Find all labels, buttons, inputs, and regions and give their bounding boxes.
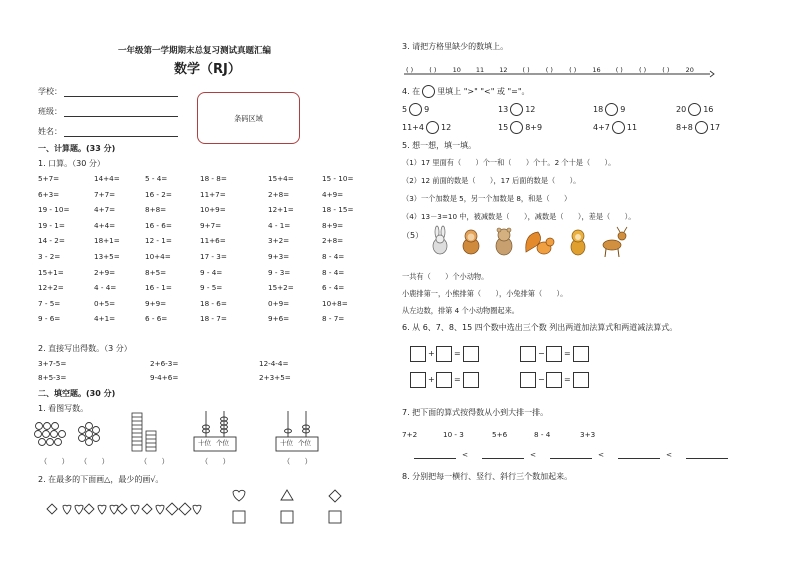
calc-item: 2+9= [94, 267, 116, 277]
compare-right: 16 [703, 105, 714, 114]
abacus-2 [275, 409, 319, 455]
barcode-area [197, 92, 300, 144]
abacus-2-tens-label: 十位 [280, 439, 293, 447]
number-line-label: 10 [452, 66, 461, 74]
section-2-heading: 二、填空题。(30 分) [38, 389, 116, 398]
class-line [64, 116, 178, 117]
compare-circle[interactable] [409, 103, 422, 116]
abacus-1-ones-label: 个位 [216, 439, 229, 447]
section-1-heading: 一、计算题。(33 分) [38, 144, 116, 153]
squirrel-icon [526, 232, 554, 254]
calc-item: 9+6= [268, 314, 290, 324]
number-line-label: ( ) [429, 66, 437, 74]
q8-title: 8. 分别把每一横行、竖行、斜行三个数加起来。 [402, 472, 573, 481]
less-than-sign: < [598, 450, 605, 459]
calc-item: 14 - 2= [38, 236, 65, 246]
number-line-label: ( ) [639, 66, 647, 74]
calc-item: 0+9= [268, 298, 290, 308]
answer-box[interactable] [463, 372, 479, 388]
circle-icon [422, 85, 435, 98]
compare-item [676, 121, 720, 134]
page-subtitle: 数学（RJ） [174, 62, 241, 77]
answer-paren-5[interactable]: （ ） [283, 457, 312, 466]
calc-item: 2+8= [322, 236, 344, 246]
name-label: 姓名： [38, 127, 62, 136]
compare-circle[interactable] [695, 121, 708, 134]
q5-after-line: 小鹿排第一，小熊排第（ ），小兔排第（ ）。 [402, 289, 568, 298]
calc-item: 8+9= [322, 220, 344, 230]
calc-item: 18 - 8= [200, 174, 227, 183]
calc-item: 4 - 1= [268, 220, 291, 230]
number-line-label: ( ) [615, 66, 623, 74]
answer-paren-2[interactable]: （ ） [80, 457, 109, 466]
calc-item: 12+2= [38, 283, 64, 293]
answer-blank[interactable] [550, 458, 592, 459]
q3-title: 1. 看图写数。 [38, 404, 89, 413]
calc-item: 11+6= [200, 236, 226, 246]
number-line-label: ( ) [662, 66, 670, 74]
compare-right: 9 [424, 105, 430, 114]
calc-item: 13+5= [94, 252, 120, 261]
compare-circle[interactable] [688, 103, 701, 116]
calc-item: 15 - 10= [322, 174, 354, 183]
compare-item [676, 103, 713, 116]
calc-item: 16 - 6= [145, 220, 172, 230]
calc-item: 18 - 15= [322, 205, 354, 215]
answer-box[interactable] [546, 346, 562, 362]
operator-sign: + [428, 349, 435, 358]
answer-paren-1[interactable]: （ ） [40, 457, 69, 466]
calc-item: 9+3= [268, 252, 290, 261]
answer-box[interactable] [520, 372, 536, 388]
number-line-label: 11 [475, 66, 485, 74]
answer-box[interactable] [546, 372, 562, 388]
answer-box[interactable] [436, 346, 452, 362]
q4-prefix: 4. 在 [402, 87, 421, 96]
compare-item [498, 103, 535, 116]
calc-item: 10+8= [322, 298, 348, 308]
calc-item: 15+4= [268, 174, 294, 183]
q7-expression: 7+2 [402, 430, 418, 439]
q7-title: 7. 把下面的算式按得数从小到大排一排。 [402, 408, 549, 417]
abacus-1-tens-label: 十位 [198, 439, 211, 447]
calc-item: 3+2= [268, 236, 290, 246]
calc-item: 9+9= [145, 298, 167, 308]
calc-item: 10+4= [145, 252, 171, 261]
calc-item: 15+2= [268, 283, 294, 293]
animals-picture [426, 226, 636, 258]
answer-box[interactable] [463, 346, 479, 362]
school-line [64, 96, 178, 97]
operator-sign: − [538, 375, 545, 384]
circles-picture [34, 422, 74, 446]
equals-sign: = [564, 349, 571, 358]
number-line-label: 16 [592, 66, 601, 74]
calc-item: 15+1= [38, 267, 64, 277]
calc-item: 2+3+5= [259, 373, 291, 382]
number-line-label: 20 [685, 66, 694, 74]
calc-item: 9 - 4= [200, 267, 223, 277]
compare-right: 17 [709, 123, 721, 132]
answer-box[interactable] [410, 372, 426, 388]
calc-item: 18 - 6= [200, 298, 227, 308]
block-stack-picture [132, 413, 162, 453]
barcode-label: 条码区域 [234, 114, 263, 123]
answer-blank[interactable] [686, 458, 728, 459]
answer-blank[interactable] [618, 458, 660, 459]
calc-item: 8+8= [145, 205, 167, 215]
answer-box[interactable] [520, 346, 536, 362]
compare-left: 8+8 [676, 123, 693, 132]
flower-picture [78, 422, 100, 446]
compare-right: 12 [440, 123, 452, 132]
answer-shapes [232, 489, 344, 525]
monkey-icon [463, 230, 479, 254]
calc-item: 4+1= [94, 314, 116, 324]
q7-expression: 5+6 [492, 430, 508, 439]
class-label: 班级： [38, 107, 62, 116]
operator-sign: − [538, 349, 545, 358]
q5-line: （4）13－3=10 中，被减数是（ ），减数是（ ），差是（ ）。 [402, 212, 636, 221]
q1-title: 1. 口算。（30 分） [38, 159, 105, 168]
less-than-sign: < [530, 450, 537, 459]
calc-item: 5+7= [38, 174, 60, 183]
calc-item: 7+7= [94, 189, 116, 199]
number-line-label: ( ) [569, 66, 577, 74]
q7-expression: 8 - 4 [534, 430, 551, 439]
less-than-sign: < [666, 450, 673, 459]
calc-item: 12-4-4= [259, 359, 289, 368]
compare-left: 5 [402, 105, 408, 114]
abacus-1 [193, 409, 237, 455]
calc-item: 2+8= [268, 189, 290, 199]
calc-item: 8 - 4= [322, 267, 345, 277]
equals-sign: = [564, 375, 571, 384]
compare-left: 4+7 [593, 123, 610, 132]
q5-line: （1）17 里面有（ ）个一和（ ）个十。2 个十是（ ）。 [402, 158, 616, 167]
monkey-icon [571, 230, 585, 255]
calc-item: 19 - 1= [38, 220, 65, 230]
compare-circle[interactable] [510, 121, 523, 134]
q4-title: 2. 在最多的下面画△，最少的画√。 [38, 475, 164, 484]
calc-item: 8 - 7= [322, 314, 345, 324]
compare-item [593, 103, 625, 116]
calc-item: 19 - 10= [38, 205, 70, 215]
calc-item: 17 - 3= [200, 252, 227, 261]
calc-item: 4+4= [94, 220, 116, 230]
answer-box[interactable] [436, 372, 452, 388]
q7-expression: 3+3 [580, 430, 596, 439]
calc-item: 18 - 7= [200, 314, 227, 324]
calc-item: 2+6-3= [150, 359, 179, 368]
calc-item: 4 - 4= [94, 283, 117, 293]
calc-item: 12+1= [268, 205, 294, 215]
compare-item [593, 121, 637, 134]
name-line [64, 136, 178, 137]
answer-paren-4[interactable]: （ ） [201, 457, 230, 466]
calc-item: 9 - 6= [38, 314, 61, 324]
compare-circle[interactable] [605, 103, 618, 116]
q7-expression: 10 - 3 [443, 430, 464, 439]
calc-item: 5 - 4= [145, 174, 168, 183]
calc-item: 3 - 2= [38, 252, 61, 261]
q6-title: 6. 从 6、7、8、15 四个数中选出三个数 列出两道加法算式和两道减法算式。 [402, 323, 678, 332]
number-line-label: ( ) [406, 66, 414, 74]
answer-box[interactable] [573, 372, 589, 388]
calc-item: 18+1= [94, 236, 120, 246]
compare-right: 8+9 [525, 123, 543, 132]
calc-item: 8+5= [145, 267, 167, 277]
compare-item [498, 121, 542, 134]
calc-item: 8+5-3= [38, 373, 67, 382]
number-line-label: 12 [499, 66, 508, 74]
q2-title: 2. 直接写出得数。（3 分） [38, 344, 132, 353]
compare-left: 13 [498, 105, 509, 114]
answer-box[interactable] [573, 346, 589, 362]
answer-box[interactable] [410, 346, 426, 362]
compare-right: 11 [626, 123, 638, 132]
answer-paren-3[interactable]: （ ） [140, 457, 169, 466]
calc-item: 6 - 6= [145, 314, 168, 324]
page-title: 一年级第一学期期末总复习测试真题汇编 [118, 46, 272, 56]
q5-title: 5. 想一想，填一填。 [402, 141, 477, 150]
calc-item: 16 - 1= [145, 283, 172, 293]
calc-item: 9-4+6= [150, 373, 179, 382]
compare-item [402, 103, 429, 116]
calc-item: 4+7= [94, 205, 116, 215]
calc-item: 9 - 5= [200, 283, 223, 293]
answer-blank[interactable] [482, 458, 524, 459]
number-line-label: ( ) [522, 66, 530, 74]
calc-item: 7 - 5= [38, 298, 61, 308]
school-label: 学校： [38, 87, 62, 96]
q5-line: （2）12 前面的数是（ ），17 后面的数是（ ）。 [402, 176, 581, 185]
calc-item: 6 - 4= [322, 283, 345, 293]
compare-circle[interactable] [426, 121, 439, 134]
compare-left: 18 [593, 105, 604, 114]
calc-item: 8 - 4= [322, 252, 345, 261]
compare-right: 12 [525, 105, 536, 114]
q5-line: （3）一个加数是 5，另一个加数是 8，和是（ ） [402, 194, 572, 203]
bear-icon [496, 228, 512, 255]
q5-after-line: 一共有（ ）个小动物。 [402, 272, 489, 281]
q5-5-label: （5） [402, 231, 424, 240]
abacus-2-ones-label: 个位 [298, 439, 311, 447]
less-than-sign: < [462, 450, 469, 459]
compare-left: 20 [676, 105, 687, 114]
operator-sign: + [428, 375, 435, 384]
calc-item: 12 - 1= [145, 236, 172, 246]
compare-right: 9 [620, 105, 626, 114]
compare-left: 11+4 [402, 123, 424, 132]
calc-item: 9+7= [200, 220, 222, 230]
equals-sign: = [454, 349, 461, 358]
rabbit-icon [433, 226, 447, 254]
q3-number-line-title: 3. 请把方格里缺少的数填上。 [402, 42, 509, 51]
calc-item: 10+9= [200, 205, 226, 215]
calc-item: 4+9= [322, 189, 344, 199]
compare-circle[interactable] [612, 121, 625, 134]
calc-item: 11+7= [200, 189, 226, 199]
compare-item [402, 121, 451, 134]
calc-item: 9 - 3= [268, 267, 291, 277]
number-line-label: ( ) [545, 66, 553, 74]
calc-item: 14+4= [94, 174, 120, 183]
calc-item: 6+3= [38, 189, 60, 199]
calc-item: 0+5= [94, 298, 116, 308]
calc-item: 16 - 2= [145, 189, 172, 199]
answer-blank[interactable] [414, 458, 456, 459]
q5-after-line: 从左边数，排第 4 个小动物圈起来。 [402, 306, 519, 315]
compare-circle[interactable] [510, 103, 523, 116]
calc-item: 3+7-5= [38, 359, 67, 368]
shapes-row [45, 502, 205, 516]
equals-sign: = [454, 375, 461, 384]
q4-compare-title [402, 85, 530, 98]
deer-icon [603, 227, 627, 257]
compare-left: 15 [498, 123, 509, 132]
q4-suffix: 里填上 ">" "<" 或 "="。 [437, 87, 530, 96]
